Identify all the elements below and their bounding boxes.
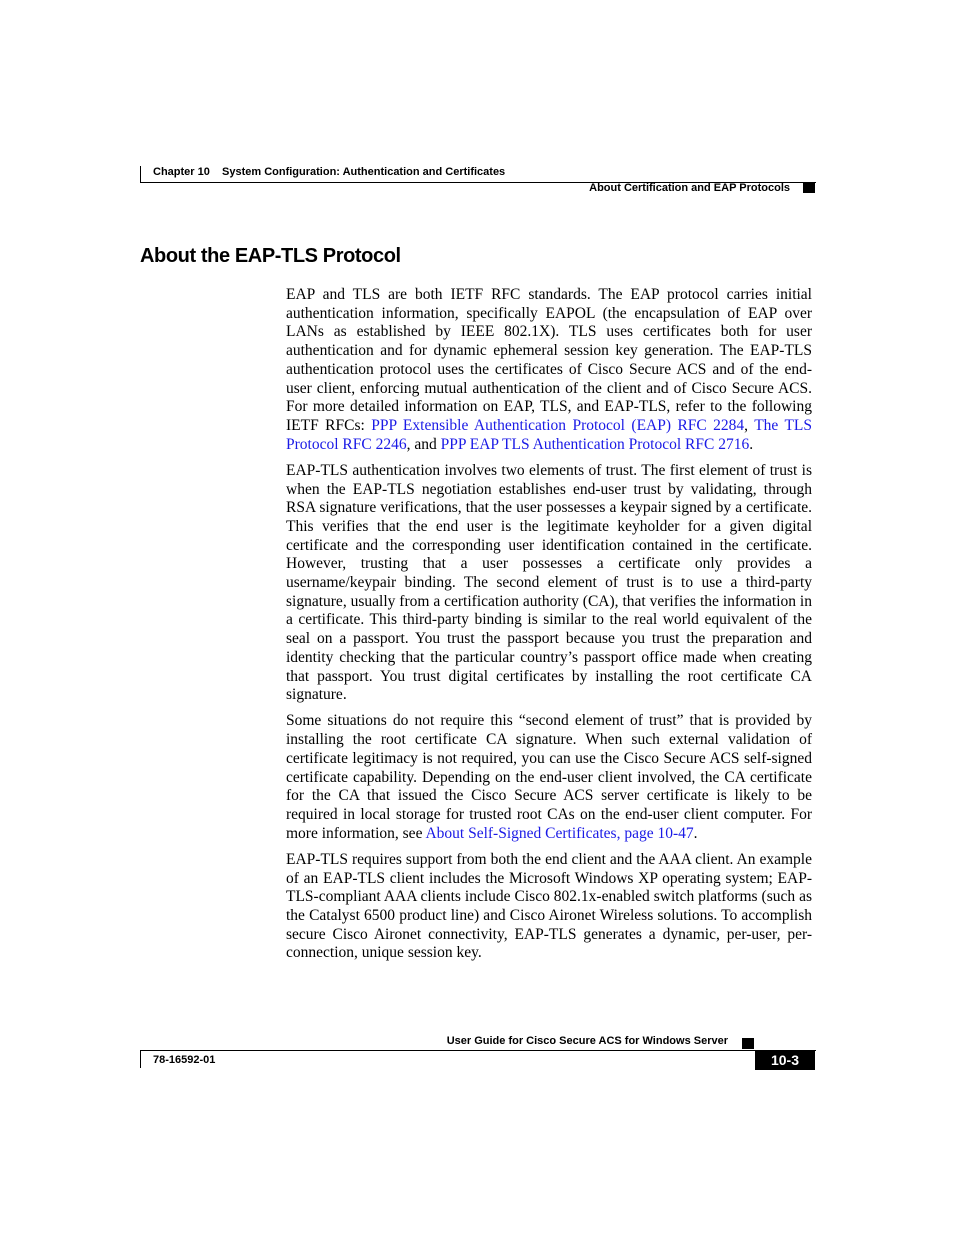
paragraph-3 bbox=[286, 712, 812, 843]
link-self-signed-certificates[interactable]: About Self-Signed Certificates, page 10-47 bbox=[425, 824, 694, 842]
body-text bbox=[286, 286, 812, 971]
paragraph-4: EAP-TLS requires support from both the end client and the AAA client. An example of an EAP-TLS client includes the Microsoft Windows XP operating system; EAP-TLS-compliant AAA clients include Cisco 802.1x-enabled switch platforms (such as the Catalyst 6500 product line) and Cisco Aironet Wireless solutions. To accomplish secure Cisco Aironet connectivity, EAP-TLS generates a dynamic, per-user, per-connection, unique session key. bbox=[286, 850, 812, 962]
footer-square-marker bbox=[742, 1038, 754, 1049]
period: . bbox=[693, 824, 698, 842]
paragraph-1 bbox=[286, 286, 812, 454]
period: . bbox=[749, 435, 754, 453]
paragraph-3-text: Some situations do not require this “second element of trust” that is provided by installing the root certificate CA signature. When such external validation of certificate legitimacy is not required, you can use the Cisco Secure ACS self-signed certificate capability. Depending on the end-user client involved, the CA certificate for the CA that issued the Cisco Secure ACS server certificate is likely to be required in local storage for trusted root CAs on the end-user client computer. For more information, see bbox=[286, 712, 812, 842]
footer-page-number: 10-3 bbox=[755, 1050, 815, 1070]
section-heading: About the EAP-TLS Protocol bbox=[140, 245, 401, 267]
header-tick-mark bbox=[140, 166, 141, 183]
paragraph-2: EAP-TLS authentication involves two elements of trust. The first element of trust is when the EAP-TLS negotiation establishes end-user trust by validating, through RSA signature verifications, that the user possesses a keypair signed by a certificate. This verifies that the end user is the legitimate keyholder for a given digital certificate and the corresponding user identification contained in the certificate. However, trusting that a user possesses a certificate only provides a username/keypair binding. The second element of trust is to use a third-party signature, usually from a certification authority (CA), that verifies the information in a certificate. This third-party binding is similar to the real world equivalent of the seal on a passport. You trust the passport because you trust the preparation and identity checking that the particular country’s passport office made when creating that passport. You trust digital certificates by installing the root certificate CA signature. bbox=[286, 461, 812, 704]
footer-guide-title: User Guide for Cisco Secure ACS for Windows Server bbox=[446, 1035, 728, 1047]
header-section-title: About Certification and EAP Protocols bbox=[589, 182, 790, 194]
footer-document-number: 78-16592-01 bbox=[153, 1054, 216, 1066]
header-square-marker bbox=[803, 182, 815, 193]
link-rfc-2246[interactable]: The TLS Protocol RFC 2246 bbox=[286, 416, 813, 453]
header-chapter-title: System Configuration: Authentication and Certificates bbox=[222, 166, 506, 178]
header-chapter-number: Chapter 10 bbox=[153, 166, 210, 178]
footer-tick-mark bbox=[140, 1050, 141, 1068]
footer-rule bbox=[140, 1050, 816, 1051]
separator: , and bbox=[406, 435, 441, 453]
paragraph-1-text: EAP and TLS are both IETF RFC standards. The EAP protocol carries initial authentication information, specifically EAPOL (the encapsulation of EAP over LANs as established by IEEE 802.1X). TLS uses certificates both for user authentication and for dynamic ephemeral session key generation. The EAP-TLS authentication protocol uses the certificates of Cisco Secure ACS and of the end-user client, enforcing mutual authentication of the client and of Cisco Secure ACS. For more detailed information on EAP, TLS, and EAP-TLS, refer to the following IETF RFCs: bbox=[286, 286, 812, 434]
link-rfc-2284[interactable]: PPP Extensible Authentication Protocol (EAP) RFC 2284 bbox=[371, 416, 745, 434]
separator: , bbox=[744, 416, 755, 434]
link-rfc-2716[interactable]: PPP EAP TLS Authentication Protocol RFC 2716 bbox=[440, 435, 750, 453]
